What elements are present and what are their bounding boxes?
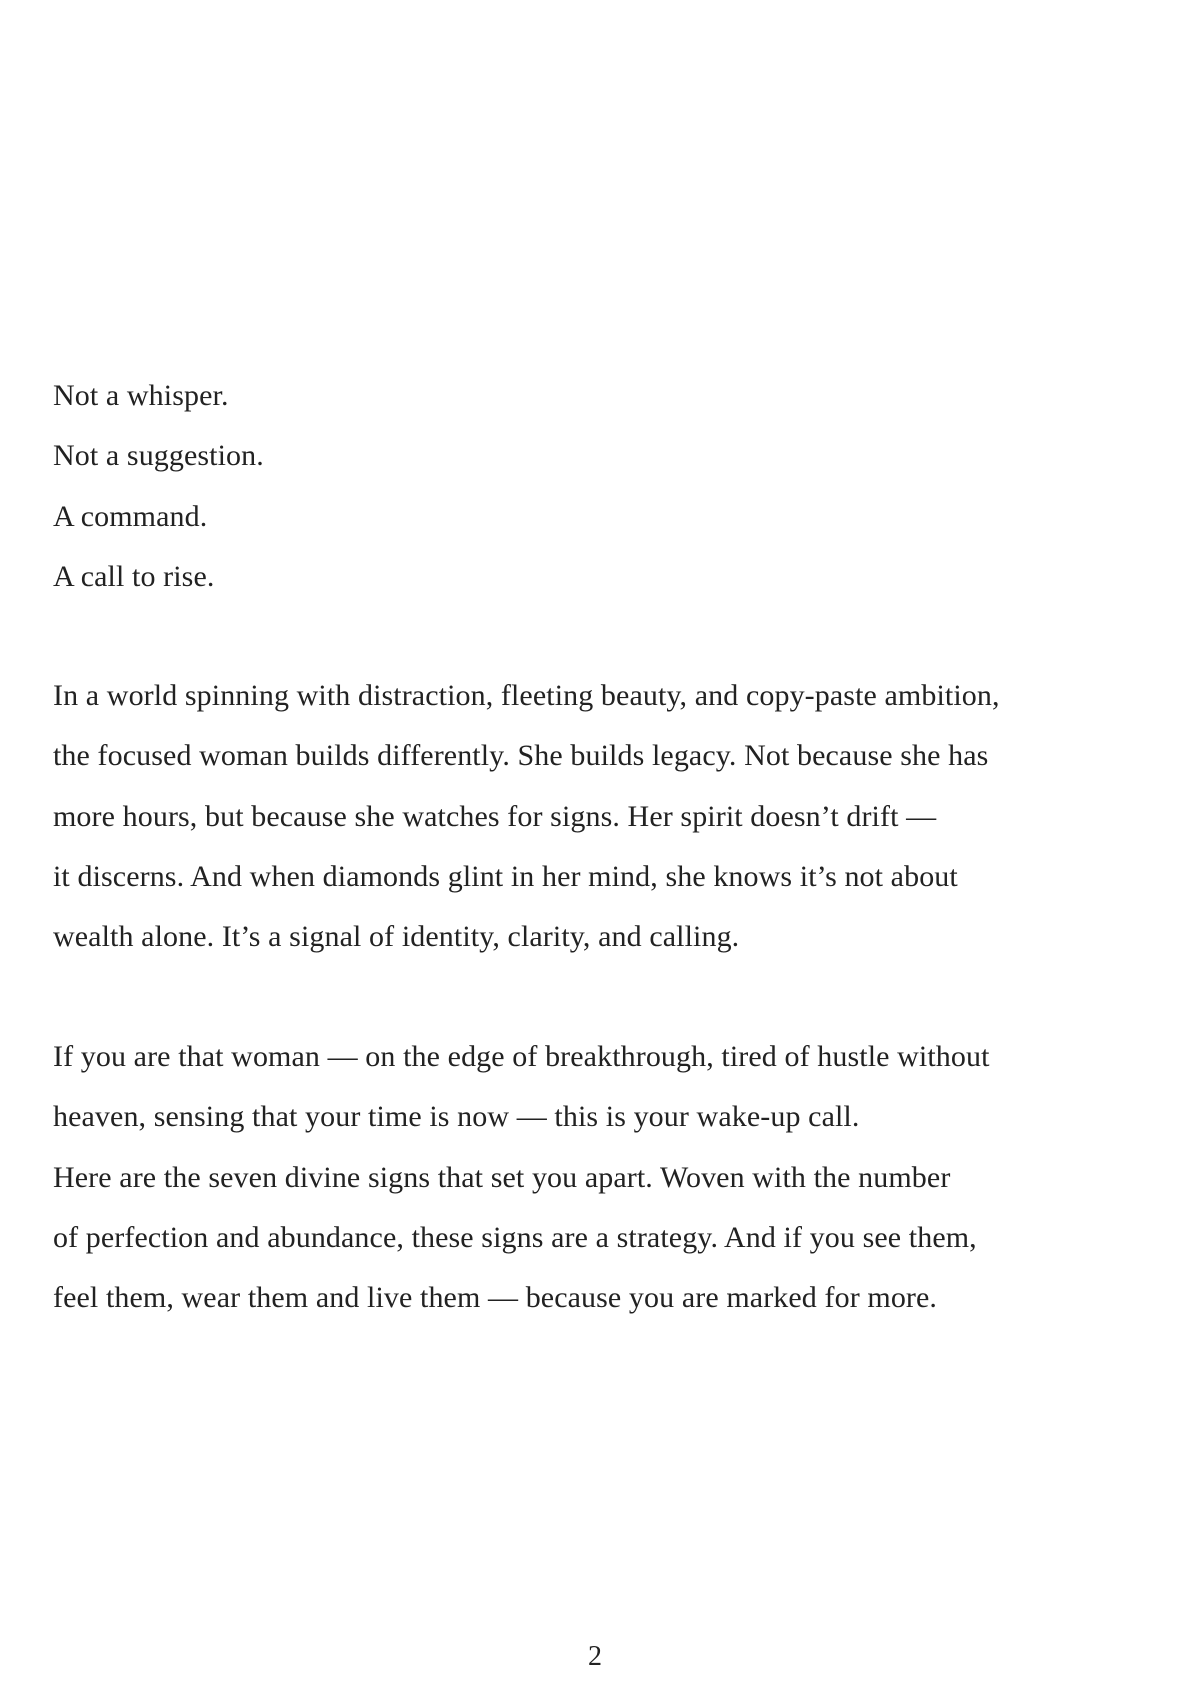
text-line: A command. bbox=[53, 499, 208, 533]
text-line: Here are the seven divine signs that set you apart. Woven with the number bbox=[53, 1160, 951, 1194]
text-line: A call to rise. bbox=[53, 559, 215, 593]
text-line: feel them, wear them and live them — because you are marked for more. bbox=[53, 1281, 938, 1315]
paragraph-focused-woman bbox=[53, 666, 1163, 967]
text-line: wealth alone. It’s a signal of identity, clarity, and calling. bbox=[53, 920, 740, 954]
opening-lines bbox=[53, 366, 1163, 607]
text-line: it discerns. And when diamonds glint in her mind, she knows it’s not about bbox=[53, 859, 958, 893]
text-line: the focused woman builds differently. She builds legacy. Not because she has bbox=[53, 739, 989, 773]
text-line: Not a whisper. bbox=[53, 379, 229, 412]
text-line: Not a suggestion. bbox=[53, 439, 264, 473]
text-line: more hours, but because she watches for signs. Her spirit doesn’t drift — bbox=[53, 799, 937, 833]
paragraph-wake-up-call bbox=[53, 1027, 1163, 1328]
text-line: If you are that woman — on the edge of breakthrough, tired of hustle without bbox=[53, 1040, 990, 1073]
text-line: In a world spinning with distraction, fleeting beauty, and copy-paste ambition, bbox=[53, 679, 1000, 712]
text-line: heaven, sensing that your time is now — this is your wake-up call. bbox=[53, 1100, 860, 1134]
page-number: 2 bbox=[588, 1641, 602, 1672]
text-line: of perfection and abundance, these signs are a strategy. And if you see them, bbox=[53, 1220, 977, 1254]
